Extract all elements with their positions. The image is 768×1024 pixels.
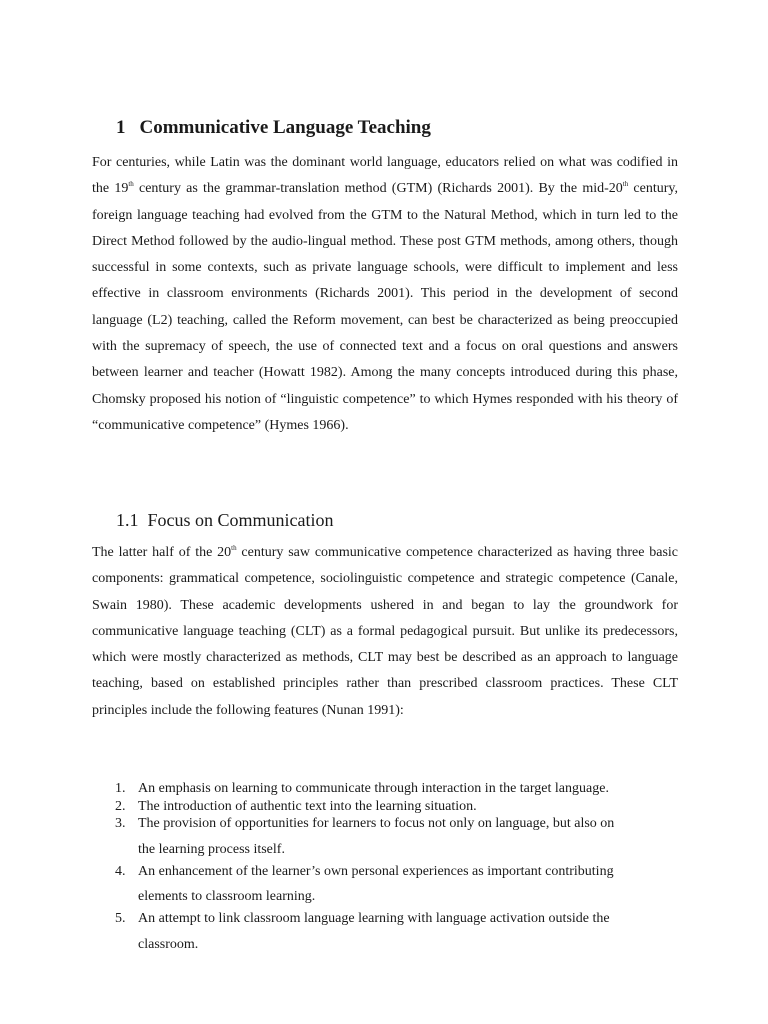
list-item [92,798,678,816]
subsection-title: Focus on Communication [147,510,334,530]
principles-list [92,780,678,958]
section-title: Communicative Language Teaching [139,117,431,138]
list-text-line: An enhancement of the learner’s own personal experiences as important contributing [138,863,614,879]
list-text [138,815,678,863]
list-text [138,910,678,958]
list-text-line: An attempt to link classroom language learning with language activation outside the [138,911,610,926]
section-heading-1 [116,117,431,139]
list-text: An emphasis on learning to communicate through interaction in the target language. [138,781,609,796]
section-1-paragraph [92,150,678,439]
list-item [92,863,678,911]
list-text-line: elements to classroom learning. [138,889,316,904]
list-text-line: The provision of opportunities for learners to focus not only on language, but also on [138,816,615,831]
section-number: 1 [116,117,126,138]
paragraph-text: century as the grammar-translation method (GTM) (Richards 2001). By the mid-20 [133,181,623,197]
list-number: 3. [115,816,126,831]
section-heading-1-1 [116,510,334,531]
list-number: 2. [115,798,126,814]
superscript: th [622,180,629,189]
list-number: 4. [115,863,126,879]
paragraph-text: The latter half of the 20 [92,545,232,560]
list-text [138,863,678,911]
list-item [92,780,678,798]
paragraph-text: For centuries, while Latin was the dominant world language, educators relied on what was codified in the 19 [92,155,678,197]
section-1-1-paragraph [92,540,678,724]
subsection-number: 1.1 [116,510,139,530]
list-text-line: the learning process itself. [138,841,285,857]
superscript: th [128,180,134,189]
paragraph-text: century saw communicative competence characterized as having three basic components: grammatical competence, sociolinguistic competence and strategic competence (Canale, Swain 1980). These academic developments ushered in and began to lay the groundwork for communicative language teaching (CLT) as a formal pedagogical pursuit. But unlike its predecessors, which were mostly characterized as methods, CLT may best be described as an approach to language teaching, based on established principles rather than prescribed classroom practices. These CLT principles include the following features (Nunan 1991): [92,545,678,718]
list-number: 5. [115,911,126,926]
superscript: th [231,544,237,552]
list-text: The introduction of authentic text into the learning situation. [138,798,477,814]
paragraph-text: century, foreign language teaching had evolved from the GTM to the Natural Method, which in turn led to the Direct Method followed by the audio-lingual method. These post GTM methods, among others, though successful in some contexts, such as private language schools, were difficult to implement and less effective in classroom environments (Richards 2001). This period in the development of second language (L2) teaching, called the Reform movement, can best be characterized as being preoccupied with the supremacy of speech, the use of connected text and a focus on oral questions and answers between learner and teacher (Howatt 1982). Among the many concepts introduced during this phase, Chomsky proposed his notion of “linguistic competence” to which Hymes responded with his theory of “communicative competence” (Hymes 1966). [92,181,679,433]
list-number: 1. [115,781,126,796]
list-item [92,815,678,863]
list-item [92,910,678,958]
list-text-line: classroom. [138,936,199,952]
